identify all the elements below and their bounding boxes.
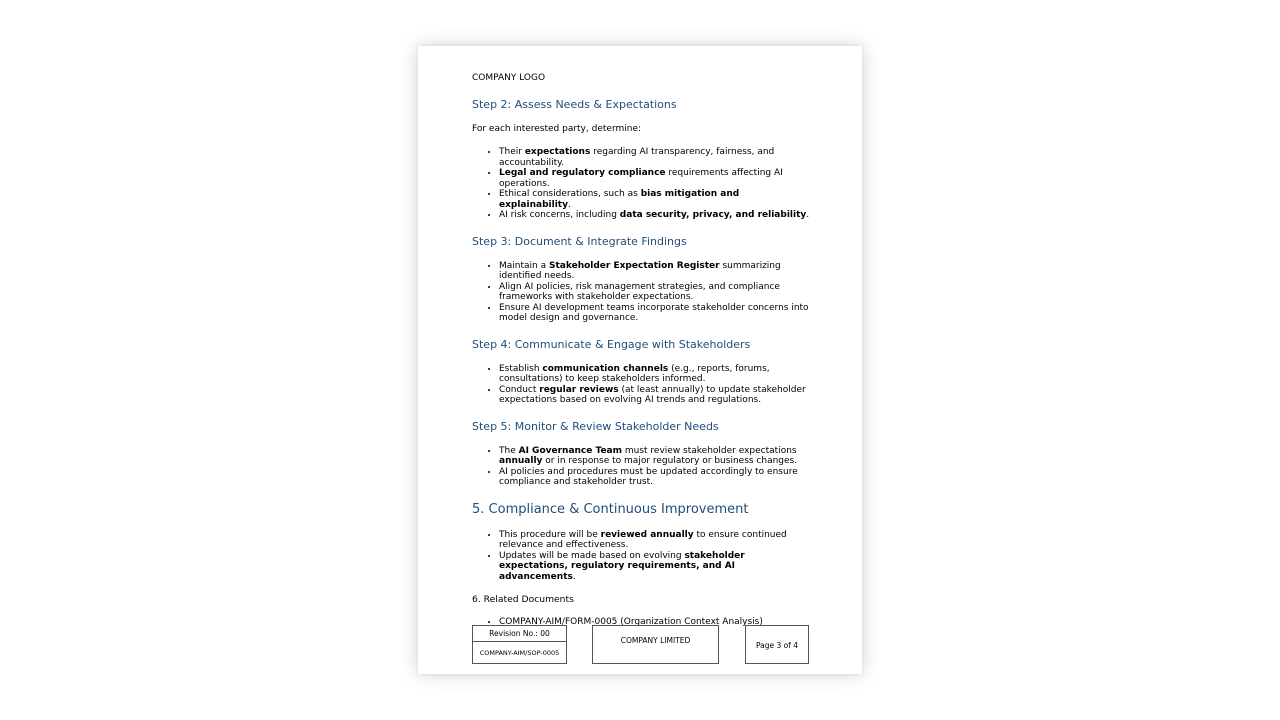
step2-intro: For each interested party, determine: (472, 124, 642, 134)
list-item: • Conduct regular reviews (at least annually) to update stakeholder expectations based on evolving AI trends and regulations. (499, 385, 812, 406)
step2-list (472, 147, 812, 221)
page-number-box (745, 625, 809, 664)
step4-list (472, 364, 812, 406)
list-item: • Updates will be made based on evolving stakeholder expectations, regulatory requirements, and AI advancements. (499, 551, 812, 583)
step2-heading: Step 2: Assess Needs & Expectations (472, 98, 677, 111)
list-item: • Align AI policies, risk management strategies, and compliance frameworks with stakeholder expectations. (499, 282, 812, 303)
company-name-box (592, 625, 719, 664)
step3-list (472, 261, 812, 324)
list-item: • Ensure AI development teams incorporate stakeholder concerns into model design and governance. (499, 303, 812, 324)
company-logo-text: COMPANY LOGO (472, 73, 546, 83)
list-item: • AI policies and procedures must be updated accordingly to ensure compliance and stakeholder trust. (499, 467, 812, 488)
section6-heading: 6. Related Documents (472, 594, 574, 605)
list-item: • Establish communication channels (e.g., reports, forums, consultations) to keep stakeholders informed. (499, 364, 812, 385)
list-item: • Ethical considerations, such as bias mitigation and explainability. (499, 189, 812, 210)
section5-heading: 5. Compliance & Continuous Improvement (472, 501, 749, 517)
document-code: COMPANY-AIM/SOP-0005 (479, 649, 560, 657)
step5-heading: Step 5: Monitor & Review Stakeholder Needs (472, 419, 719, 433)
list-item: • The AI Governance Team must review stakeholder expectations annually or in response to major regulatory or business changes. (499, 446, 812, 467)
company-name: COMPANY LIMITED (620, 636, 691, 645)
list-item: • Legal and regulatory compliance requirements affecting AI operations. (499, 168, 812, 189)
step4-heading: Step 4: Communicate & Engage with Stakeholders (472, 337, 751, 351)
page-content (472, 72, 812, 628)
section5-list (472, 530, 812, 583)
list-item: • Their expectations regarding AI transparency, fairness, and accountability. (499, 147, 812, 168)
list-item: • COMPANY-AIM/FORM-0005 (Organization Context Analysis) (499, 617, 812, 628)
list-item: • This procedure will be reviewed annually to ensure continued relevance and effectiveness. (499, 530, 812, 551)
revision-number: Revision No.: 00 (473, 626, 566, 642)
list-item: • AI risk concerns, including data security, privacy, and reliability. (499, 210, 812, 221)
revision-box (472, 625, 567, 664)
page-number: Page 3 of 4 (755, 641, 799, 650)
list-item: • Maintain a Stakeholder Expectation Register summarizing identified needs. (499, 261, 812, 282)
document-page (418, 46, 862, 674)
step5-list (472, 446, 812, 488)
step3-heading: Step 3: Document & Integrate Findings (472, 234, 687, 248)
